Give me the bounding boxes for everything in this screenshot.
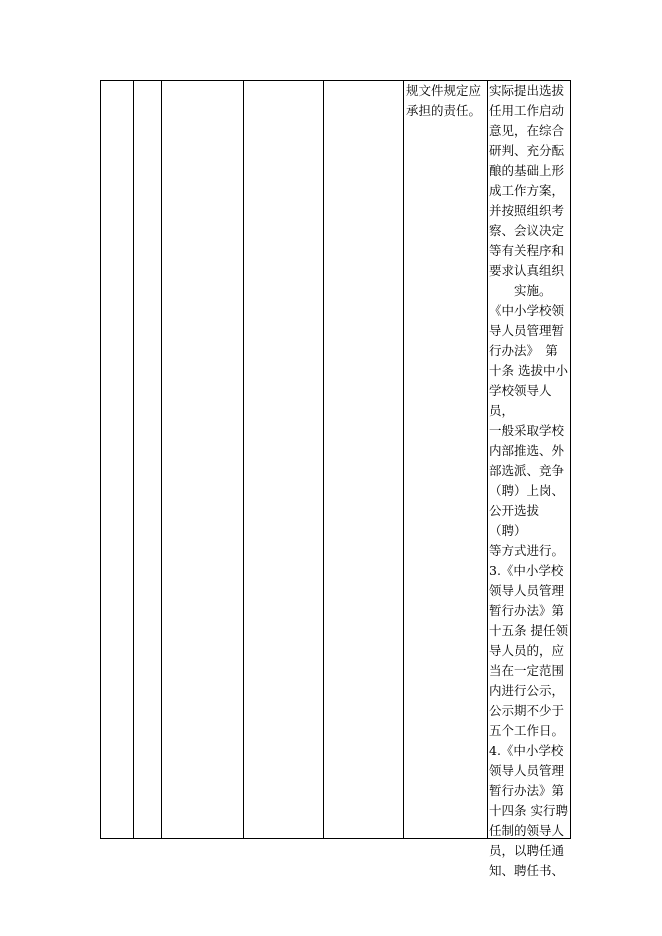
column-divider — [161, 81, 162, 838]
document-table — [100, 80, 571, 878]
column-divider — [133, 81, 134, 838]
column-divider — [487, 81, 488, 838]
column-divider — [243, 81, 244, 838]
column-divider — [323, 81, 324, 838]
column-divider — [403, 81, 404, 838]
responsibility-cell-text: 规文件规定应 承担的责任。 — [406, 83, 482, 118]
legal-basis-cell-text: 实际提出选拔 任用工作启动 意见，在综合 研判、充分酝 酿的基础上形 成工作方案， 并按照组织考 察、会议决定 等有关程序和 要求认真组织 实施。 《中小学校领 导人员管理暂 行办法》 第 十条 选拔中小 学校领导人员， 一般采取学校 内部推选、外 部选派、竞争 （聘）上岗、 公开选拔（聘） 等方式进行。 3.《中小学校 领导人员管理 暂行办法》第 十五条 提任领 导人员的，应 当在一定范围 内进行公示， 公示期不少于 五个工作日。 4.《中小学校 领导人员管理 暂行办法》第 十四条 实行聘 任制的领导人 员，以聘任通 知、聘任书、 — [489, 83, 568, 878]
